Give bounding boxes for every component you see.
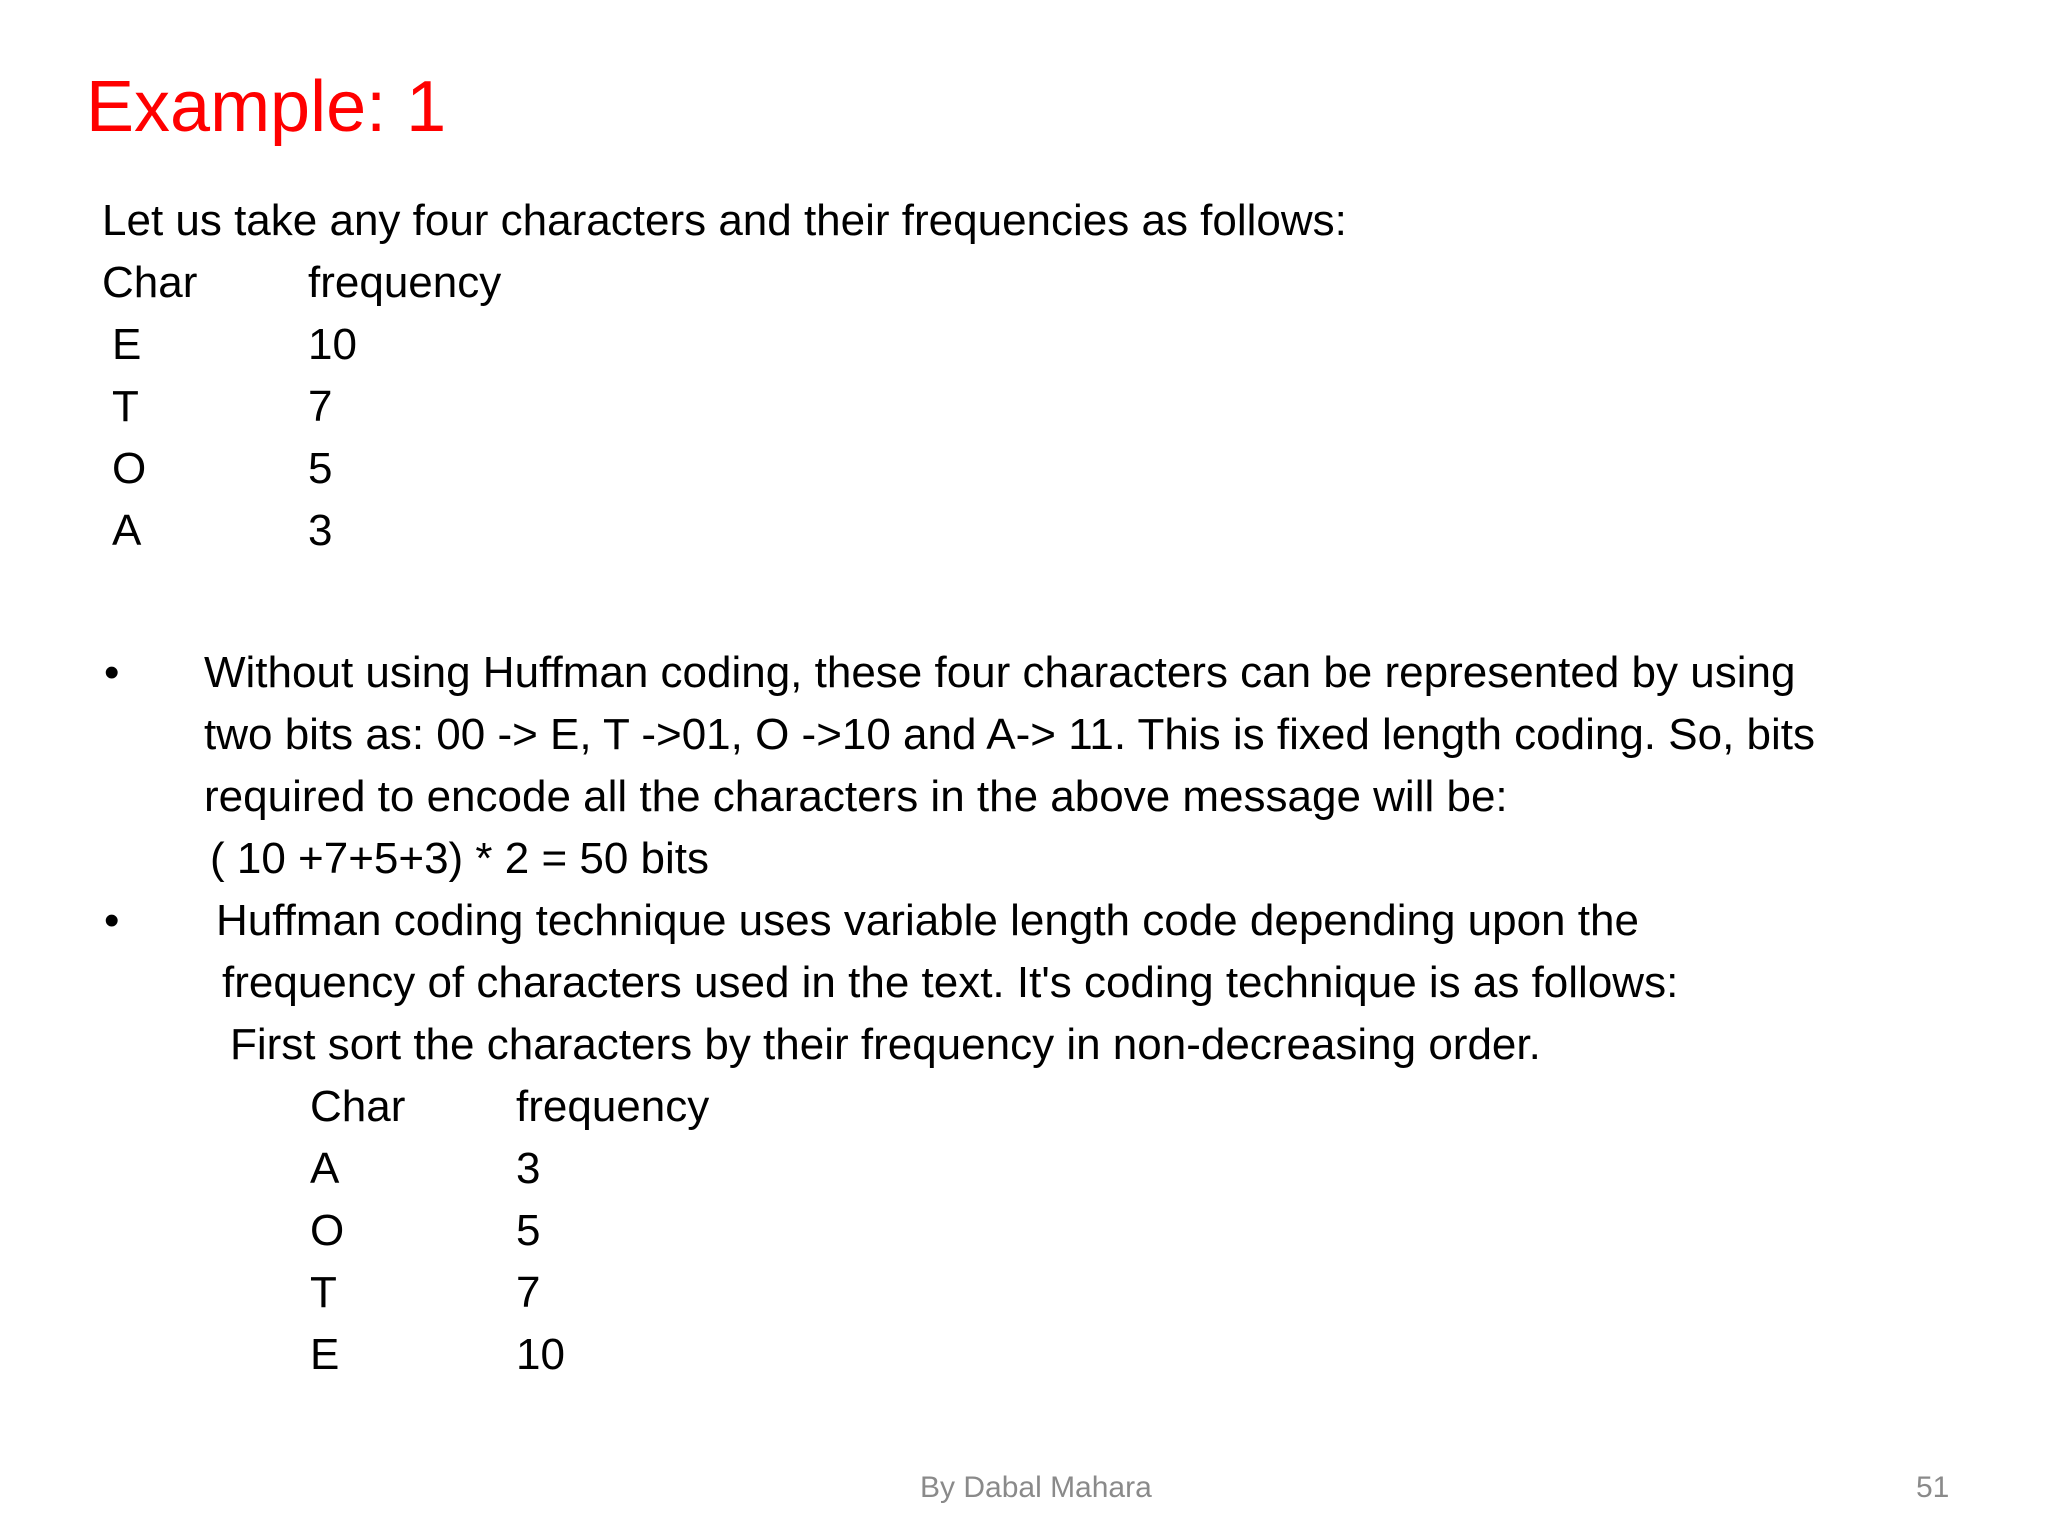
slide-title: Example: 1	[86, 67, 447, 147]
bullet2-line: Huffman coding technique uses variable length code depending upon the	[216, 896, 1639, 945]
table2-header-frequency: frequency	[516, 1082, 710, 1131]
table1-row-freq: 10	[308, 320, 357, 369]
bullet2-line: First sort the characters by their frequency in non-decreasing order.	[230, 1020, 1541, 1069]
table1-row-char: T	[112, 382, 139, 431]
table2-row-char: A	[310, 1144, 340, 1193]
bullet1-formula: ( 10 +7+5+3) * 2 = 50 bits	[210, 834, 710, 883]
table1-row-freq: 3	[308, 506, 333, 555]
bullet1-line: two bits as: 00 -> E, T ->01, O ->10 and A-> 11. This is fixed length coding. So, bits	[204, 710, 1815, 759]
table2-header-char: Char	[310, 1082, 406, 1131]
bullet1-line: required to encode all the characters in the above message will be:	[204, 772, 1508, 821]
table2-row-freq: 3	[516, 1144, 541, 1193]
table1-header-char: Char	[102, 258, 198, 307]
table2-row-freq: 10	[516, 1330, 565, 1379]
table1-row-char: E	[112, 320, 142, 369]
footer-author: By Dabal Mahara	[920, 1471, 1152, 1504]
table1-row-char: O	[112, 444, 147, 493]
table2-row-char: E	[310, 1330, 340, 1379]
table1-row-freq: 5	[308, 444, 333, 493]
table1-header-frequency: frequency	[308, 258, 502, 307]
table1-row-freq: 7	[308, 382, 333, 431]
table1-row-char: A	[112, 506, 142, 555]
bullet-marker: •	[104, 648, 120, 697]
bullet1-line: Without using Huffman coding, these four characters can be represented by using	[204, 648, 1796, 697]
table2-row-char: T	[310, 1268, 337, 1317]
table2-row-freq: 7	[516, 1268, 541, 1317]
table2-row-freq: 5	[516, 1206, 541, 1255]
bullet2-line: frequency of characters used in the text. It's coding technique is as follows:	[222, 958, 1679, 1007]
page-number: 51	[1916, 1471, 1950, 1504]
intro-text: Let us take any four characters and their frequencies as follows:	[102, 196, 1347, 245]
bullet-marker: •	[104, 896, 120, 945]
table2-row-char: O	[310, 1206, 345, 1255]
